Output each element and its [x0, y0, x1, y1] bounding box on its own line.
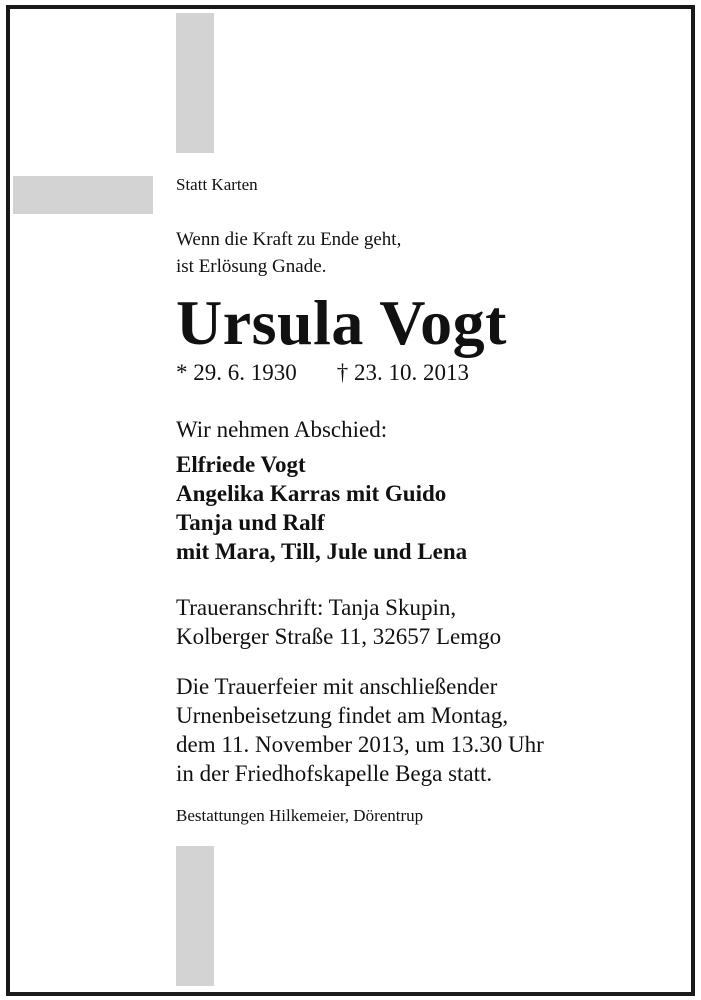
mourner-name: mit Mara, Till, Jule und Lena: [176, 539, 468, 564]
mourner-list: [176, 450, 467, 566]
birth-date: * 29. 6. 1930: [176, 360, 297, 385]
farewell-intro: Wir nehmen Abschied:: [176, 417, 388, 442]
motto-line-2: ist Erlösung Gnade.: [176, 256, 327, 277]
undertaker-credit: Bestattungen Hilkemeier, Dörentrup: [176, 806, 424, 825]
motto-line-1: Wenn die Kraft zu Ende geht,: [176, 229, 402, 250]
cross-left-bar: [13, 176, 153, 214]
life-dates: [176, 360, 469, 386]
death-date: † 23. 10. 2013: [336, 360, 469, 385]
cross-top-bar: [176, 13, 214, 153]
ceremony-line-2: Urnenbeisetzung findet am Montag,: [176, 703, 509, 728]
ceremony-line-3: dem 11. November 2013, um 13.30 Uhr: [176, 732, 544, 757]
mourner-name: Elfriede Vogt: [176, 452, 306, 477]
statt-karten-note: Statt Karten: [176, 175, 258, 194]
ceremony-line-1: Die Trauerfeier mit anschließender: [176, 674, 498, 699]
mourner-name: Tanja und Ralf: [176, 510, 325, 535]
deceased-name: Ursula Vogt: [176, 287, 507, 358]
motto: [176, 226, 401, 280]
mourning-address: [176, 593, 501, 651]
address-line-1: Traueranschrift: Tanja Skupin,: [176, 595, 457, 620]
address-line-2: Kolberger Straße 11, 32657 Lemgo: [176, 624, 502, 649]
ceremony-details: [176, 672, 544, 788]
ceremony-line-4: in der Friedhofskapelle Bega statt.: [176, 761, 493, 786]
mourner-name: Angelika Karras mit Guido: [176, 481, 447, 506]
cross-bottom-bar: [176, 846, 214, 986]
